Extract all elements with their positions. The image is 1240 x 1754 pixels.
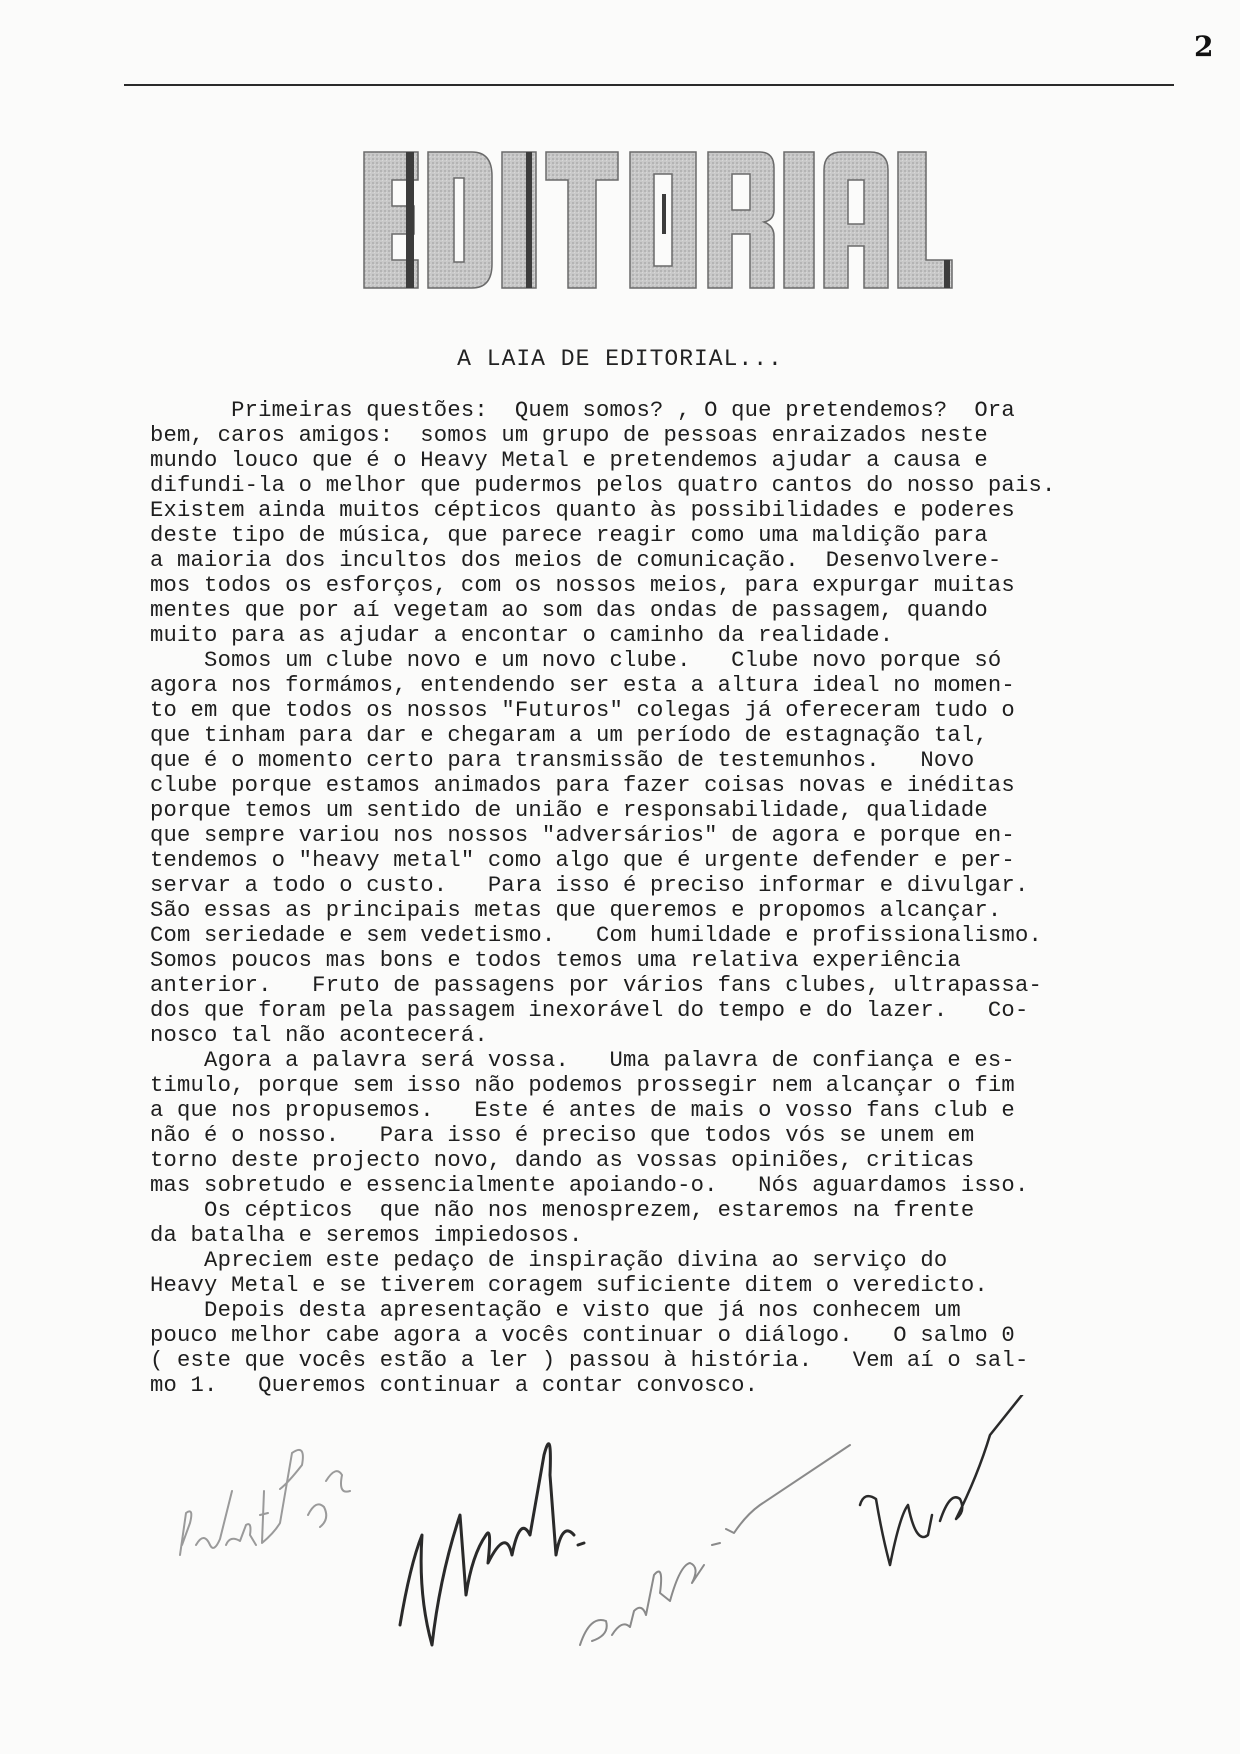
body-line: mas sobretudo e essencialmente apoiando-o. Nós aguardamos isso. [150, 1173, 1029, 1198]
body-line: anterior. Fruto de passagens por vários fans clubes, ultrapassa- [150, 973, 1042, 998]
body-line: mo 1. Queremos continuar a contar convosco. [150, 1373, 759, 1398]
signature-3 [580, 1445, 850, 1645]
body-line: Heavy Metal e se tiverem coragem suficiente ditem o veredicto. [150, 1273, 988, 1298]
body-line: a que nos propusemos. Este é antes de mais o vosso fans club e [150, 1098, 1015, 1123]
body-line: que tinham para dar e chegaram a um período de estagnação tal, [150, 723, 988, 748]
page-number: 2 [1194, 30, 1214, 63]
editorial-subtitle: A LAIA DE EDITORIAL... [457, 346, 783, 372]
body-line: Os cépticos que não nos menosprezem, estaremos na frente [150, 1198, 975, 1223]
body-line: ( este que vocês estão a ler ) passou à história. Vem aí o sal- [150, 1348, 1029, 1373]
body-line: Agora a palavra será vossa. Uma palavra de confiança e es- [150, 1048, 1015, 1073]
body-line: da batalha e seremos impiedosos. [150, 1223, 583, 1248]
body-line: São essas as principais metas que queremos e propomos alcançar. [150, 898, 1002, 923]
body-line: servar a todo o custo. Para isso é preciso informar e divulgar. [150, 873, 1029, 898]
body-line: mundo louco que é o Heavy Metal e pretendemos ajudar a causa e [150, 448, 988, 473]
body-line: bem, caros amigos: somos um grupo de pessoas enraizados neste [150, 423, 988, 448]
editorial-body [150, 398, 1210, 1398]
masthead-letter-a [824, 152, 888, 288]
masthead-letter-d [428, 152, 492, 288]
masthead-letter-t [546, 152, 618, 288]
header-rule [124, 84, 1174, 86]
body-line: tendemos o "heavy metal" como algo que é urgente defender e per- [150, 848, 1015, 873]
signature-4 [860, 1395, 1030, 1565]
body-line: Existem ainda muitos cépticos quanto às possibilidades e poderes [150, 498, 1015, 523]
body-line: Depois desta apresentação e visto que já nos conhecem um [150, 1298, 961, 1323]
body-line: Apreciem este pedaço de inspiração divina ao serviço do [150, 1248, 948, 1273]
body-line: Com seriedade e sem vedetismo. Com humildade e profissionalismo. [150, 923, 1042, 948]
masthead-letter-l [898, 152, 952, 288]
body-line: que é o momento certo para transmissão de testemunhos. Novo [150, 748, 975, 773]
body-line: Somos um clube novo e um novo clube. Clube novo porque só [150, 648, 1002, 673]
body-line: que sempre variou nos nossos "adversários" de agora e porque en- [150, 823, 1015, 848]
masthead-letter-r [708, 152, 774, 288]
editorial-masthead [360, 150, 954, 290]
body-line: torno deste projecto novo, dando as vossas opiniões, criticas [150, 1148, 975, 1173]
body-line: Somos poucos mas bons e todos temos uma relativa experiência [150, 948, 961, 973]
body-line: difundi-la o melhor que pudermos pelos quatro cantos do nosso pais. [150, 473, 1056, 498]
body-line: dos que foram pela passagem inexorável do tempo e do lazer. Co- [150, 998, 1029, 1023]
body-line: clube porque estamos animados para fazer coisas novas e inéditas [150, 773, 1015, 798]
signature-2 [400, 1444, 584, 1645]
body-line: deste tipo de música, que parece reagir como uma maldição para [150, 523, 988, 548]
body-line: agora nos formámos, entendendo ser esta a altura ideal no momen- [150, 673, 1015, 698]
signatures-area [160, 1395, 1060, 1695]
body-line: mos todos os esforços, com os nossos meios, para expurgar muitas [150, 573, 1015, 598]
masthead-letter-i-2 [784, 152, 814, 288]
body-line: Primeiras questões: Quem somos? , O que pretendemos? Ora [150, 398, 1015, 423]
body-line: pouco melhor cabe agora a vocês continuar o diálogo. O salmo 0 [150, 1323, 1015, 1348]
body-line: timulo, porque sem isso não podemos prossegir nem alcançar o fim [150, 1073, 1015, 1098]
body-line: mentes que por aí vegetam ao som das ondas de passagem, quando [150, 598, 988, 623]
body-line: a maioria dos incultos dos meios de comunicação. Desenvolvere- [150, 548, 1002, 573]
body-line: não é o nosso. Para isso é preciso que todos vós se unem em [150, 1123, 975, 1148]
body-line: porque temos um sentido de união e responsabilidade, qualidade [150, 798, 988, 823]
body-line: muito para as ajudar a encontar o caminho da realidade. [150, 623, 894, 648]
body-line: nosco tal não acontecerá. [150, 1023, 488, 1048]
body-line: to em que todos os nossos "Futuros" colegas já ofereceram tudo o [150, 698, 1015, 723]
signature-1 [180, 1450, 350, 1555]
